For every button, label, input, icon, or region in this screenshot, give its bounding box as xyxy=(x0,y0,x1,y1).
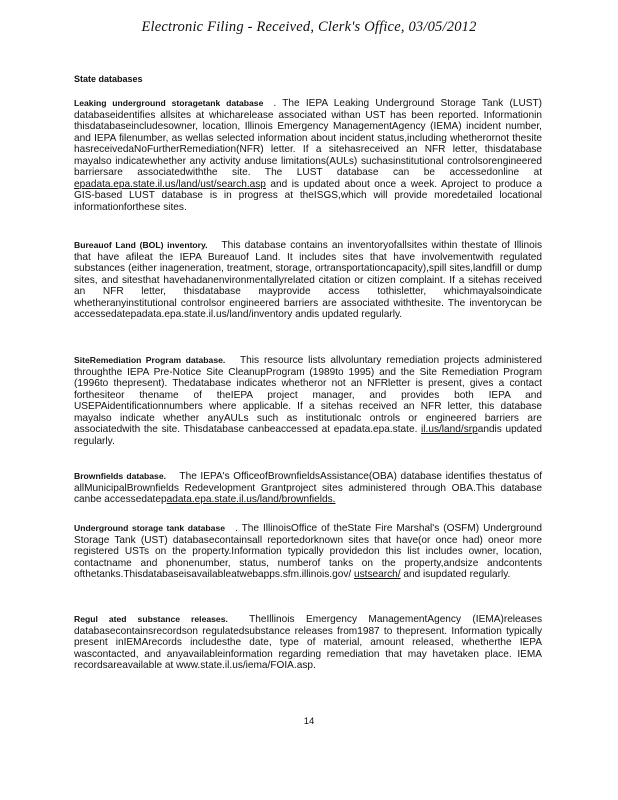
paragraph-osfm-ust xyxy=(74,523,542,581)
paragraph-text: . The IllinoisOffice of theState Fire Marshal's (OSFM) Underground Storage Tank (UST) databasecontainsall reportedorknown sites that have(or once had) oneor more registered USTs on the property.Information typically providedon this list includes owner, location, contactname and phonenumber, status, numberof tanks on the property,andsize andcontents ofthetanks.Thisdatabaseisavailableatwebapps.sfm.illinois.gov/ xyxy=(74,523,542,580)
paragraph-text: The IEPA's OfficeofBrownfieldsAssistance(OBA) database identifies thestatus of allMunicipalBrownfields Redevelopment Grantproject sites administered through OBA.This database canbe accessedatep xyxy=(74,471,543,505)
paragraph-text: . The IEPA Leaking Underground Storage Tank (LUST) databaseidentifies allsites at whicharelease associated withan UST has been reported. Informationin thisdatabaseincludesowner, location, Illinois Emergency ManagementAgency (IEMA) incident number, and IEPA filenumber, as wellas selected information about incident status,including whetherornot thesite hasreceivedaNoFurtherRemediation(NFR) letter. If a sitehasreceived an NFR letter, thisdatabase mayalso indicatewhether any activity anduse limitations(AULs) suchasinstitutional controlsorengineered barriersare associatedwiththe site. The LUST database can be accessedonline at xyxy=(74,98,542,178)
paragraph-link[interactable]: adata.epa.state.il.us/land/brownfields. xyxy=(166,494,336,505)
paragraph-lead: Bureauof Land (BOL) inventory. xyxy=(74,240,208,250)
paragraph-text: TheIllinois Emergency ManagementAgency (IEMA)releases databasecontainsrecordson regulatedsubstance releases from1987 to thepresent. Information typically present inIEMArecords includesthe date, type of material, amount released, whetherthe IEPA wascontacted, and anyavailableinformation regarding remediation that may havetaken place. IEMA recordsareavailable at www.state.il.us/iema/FOIA.asp. xyxy=(74,614,542,671)
paragraph-text: This resource lists allvoluntary remediation projects administered throughthe IEPA Pre-Notice Site CleanupProgram (1989to 1995) and the Site Remediation Program (1996to thepresent). Thedatabase indicates whetheror not an NFRletter is present, gives a contact forthesiteor thename of theIEPA project manager, and provides both IEPA and USEPAidentificationnumbers where applicable. If a sitehas received an NFR letter, this database mayalso indicate whether anyAULs such as institutionalc ontrols or engineered barriers are associatedwith the site. Thisdatabase canbeaccessed at epadata.epa.state. xyxy=(74,355,542,435)
paragraph-link[interactable]: epadata.epa.state.il.us/land/ust/search.asp xyxy=(74,178,266,190)
filing-header: Electronic Filing - Received, Clerk's Office, 03/05/2012 xyxy=(141,19,477,35)
paragraph-bol-inventory xyxy=(74,240,542,321)
paragraph-lead: Leaking underground storagetank database xyxy=(74,98,264,108)
paragraph-site-remediation xyxy=(74,355,542,447)
paragraph-brownfields xyxy=(74,471,542,506)
paragraph-lust xyxy=(74,98,542,213)
paragraph-link[interactable]: il.us/land/srp xyxy=(421,424,478,435)
paragraph-text-end: andis updated regularly. xyxy=(74,424,543,447)
paragraph-lead: Underground storage tank database xyxy=(74,523,226,533)
section-title: State databases xyxy=(74,74,143,84)
paragraph-text-end: and isupdated regularly. xyxy=(400,569,511,580)
paragraph-text: This database contains an inventoryofallsites within thestate of Illinois that have afileat the IEPA Bureauof Land. It includes sites that have involvementwith regulated substances (either inageneration, treatment, storage, ortransportationcapacity),spill sites,landfill or dump sites, and sitesthat havehadanenvironmentallyrelated citation or citizen complaint. If a sitehas received an NFR letter, thisdatabase mayprovide access tothisletter, whichmayalsoindicate whetheranyinstitutional controlsor engineered barriers are associated withthesite. The inventorycan be accessedatepadata.epa.state.il.us/land/inventory andis updated regularly. xyxy=(74,240,543,320)
paragraph-iema-releases xyxy=(74,614,542,672)
paragraph-lead: Regul ated substance releases. xyxy=(74,614,228,624)
paragraph-lead: Brownfields database. xyxy=(74,471,167,481)
paragraph-lead: SiteRemediation Program database. xyxy=(74,355,226,365)
paragraph-link[interactable]: ustsearch/ xyxy=(353,569,401,580)
paragraph-text-end: and is updated about once a week. Aproject to produce a GIS-based LUST database is in progress at theISGS,which will provide moredetailed locational informationforthese sites. xyxy=(74,178,542,213)
page-number: 14 xyxy=(303,716,315,727)
